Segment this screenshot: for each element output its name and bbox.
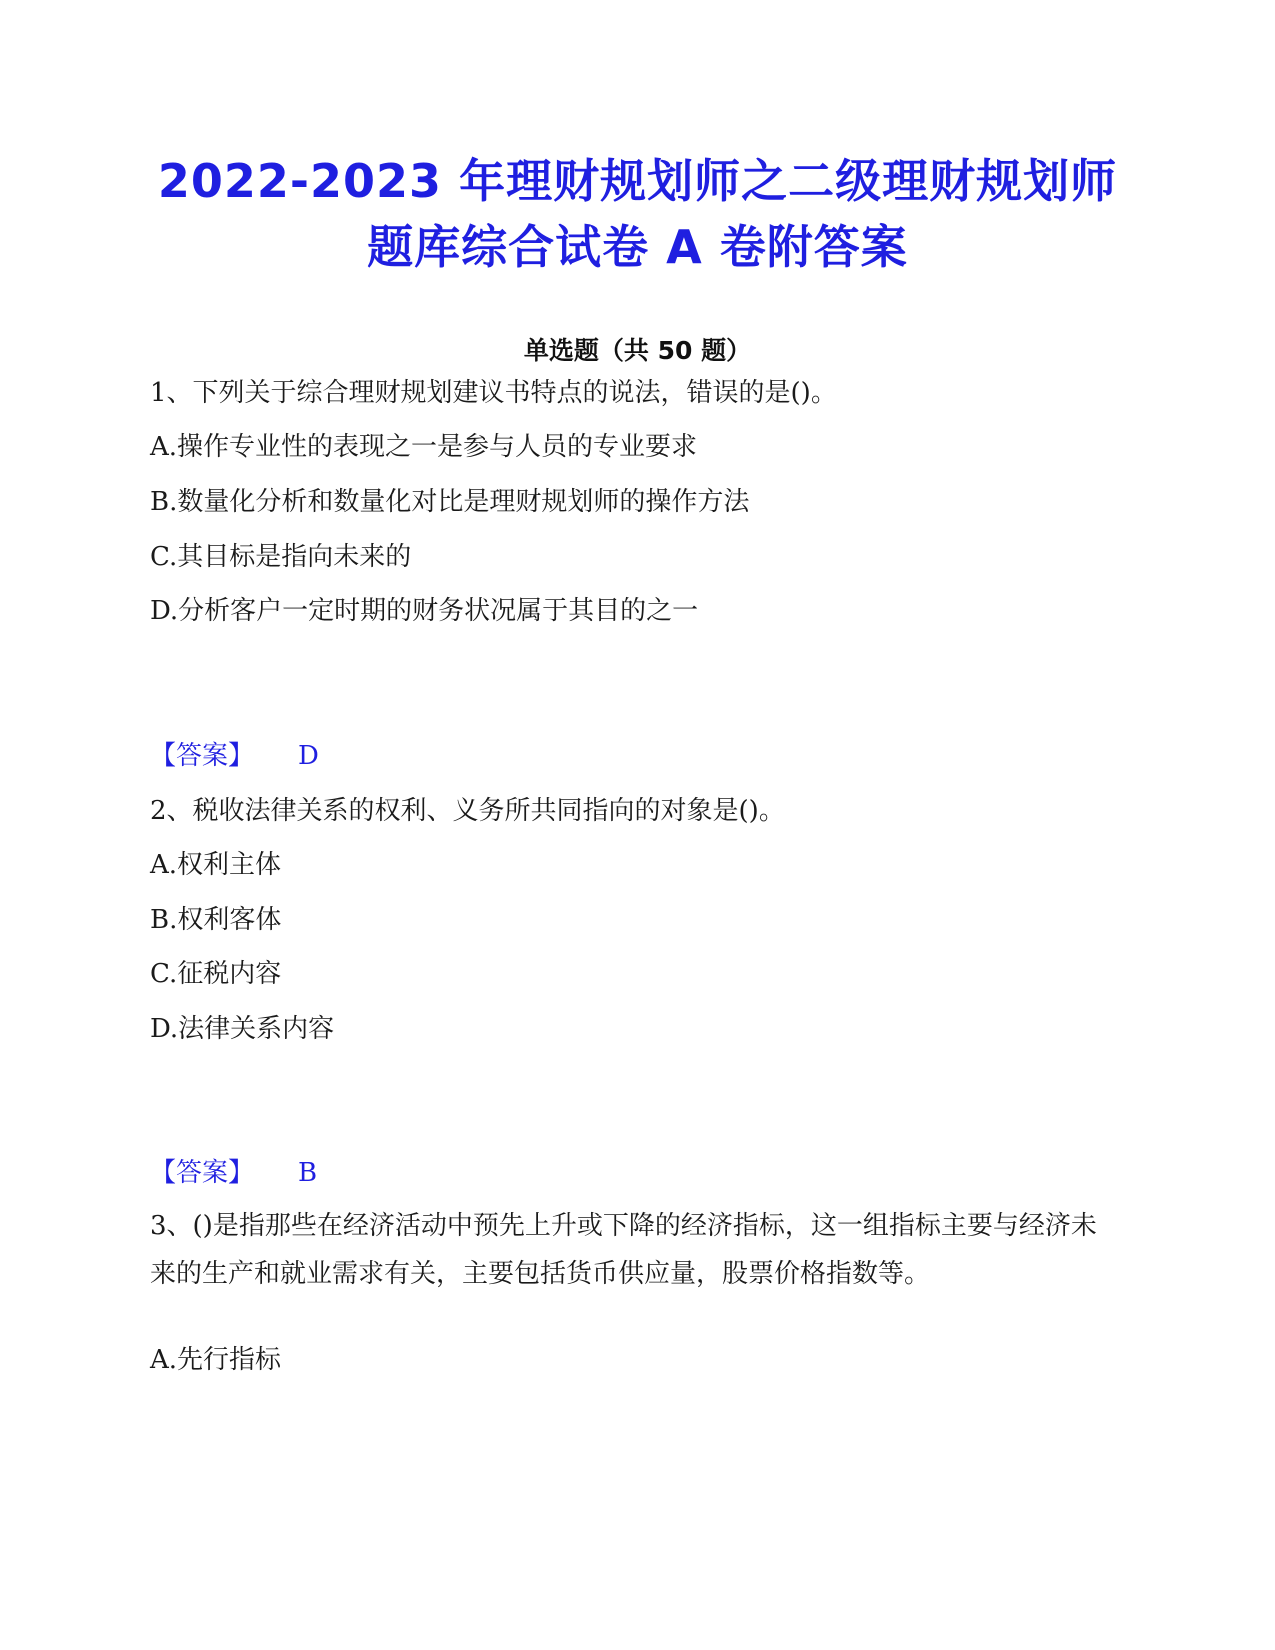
question-3-stem: 3、()是指那些在经济活动中预先上升或下降的经济指标，这一组指标主要与经济未来的生产和就业需求有关，主要包括货币供应量，股票价格指数等。 [150, 1211, 1097, 1289]
answer-value: B [298, 1158, 318, 1188]
question-2-option-d: D.法律关系内容 [150, 1014, 335, 1044]
question-3-option-a: A.先行指标 [150, 1345, 282, 1375]
question-1-option-a: A.操作专业性的表现之一是参与人员的专业要求 [150, 432, 698, 462]
question-1-stem: 1、下列关于综合理财规划建议书特点的说法，错误的是()。 [150, 378, 837, 408]
question-2-option-c: C.征税内容 [150, 959, 282, 989]
answer-value: D [298, 741, 319, 771]
document-title-line-2: 题库综合试卷 A 卷附答案 [367, 220, 908, 274]
question-2-answer [150, 1156, 317, 1190]
question-1-option-b: B.数量化分析和数量化对比是理财规划师的操作方法 [150, 487, 750, 517]
question-2-option-b: B.权利客体 [150, 905, 282, 935]
answer-label: 【答案】 [150, 1158, 255, 1188]
question-2-stem: 2、税收法律关系的权利、义务所共同指向的对象是()。 [150, 796, 785, 826]
question-1-answer [150, 739, 319, 773]
question-1-option-d: D.分析客户一定时期的财务状况属于其目的之一 [150, 596, 699, 626]
answer-label: 【答案】 [150, 741, 255, 771]
section-heading: 单选题（共 50 题） [523, 336, 752, 365]
document-title-line-1: 2022-2023 年理财规划师之二级理财规划师 [157, 154, 1118, 208]
question-1-option-c: C.其目标是指向未来的 [150, 542, 412, 572]
question-2-option-a: A.权利主体 [150, 850, 282, 880]
